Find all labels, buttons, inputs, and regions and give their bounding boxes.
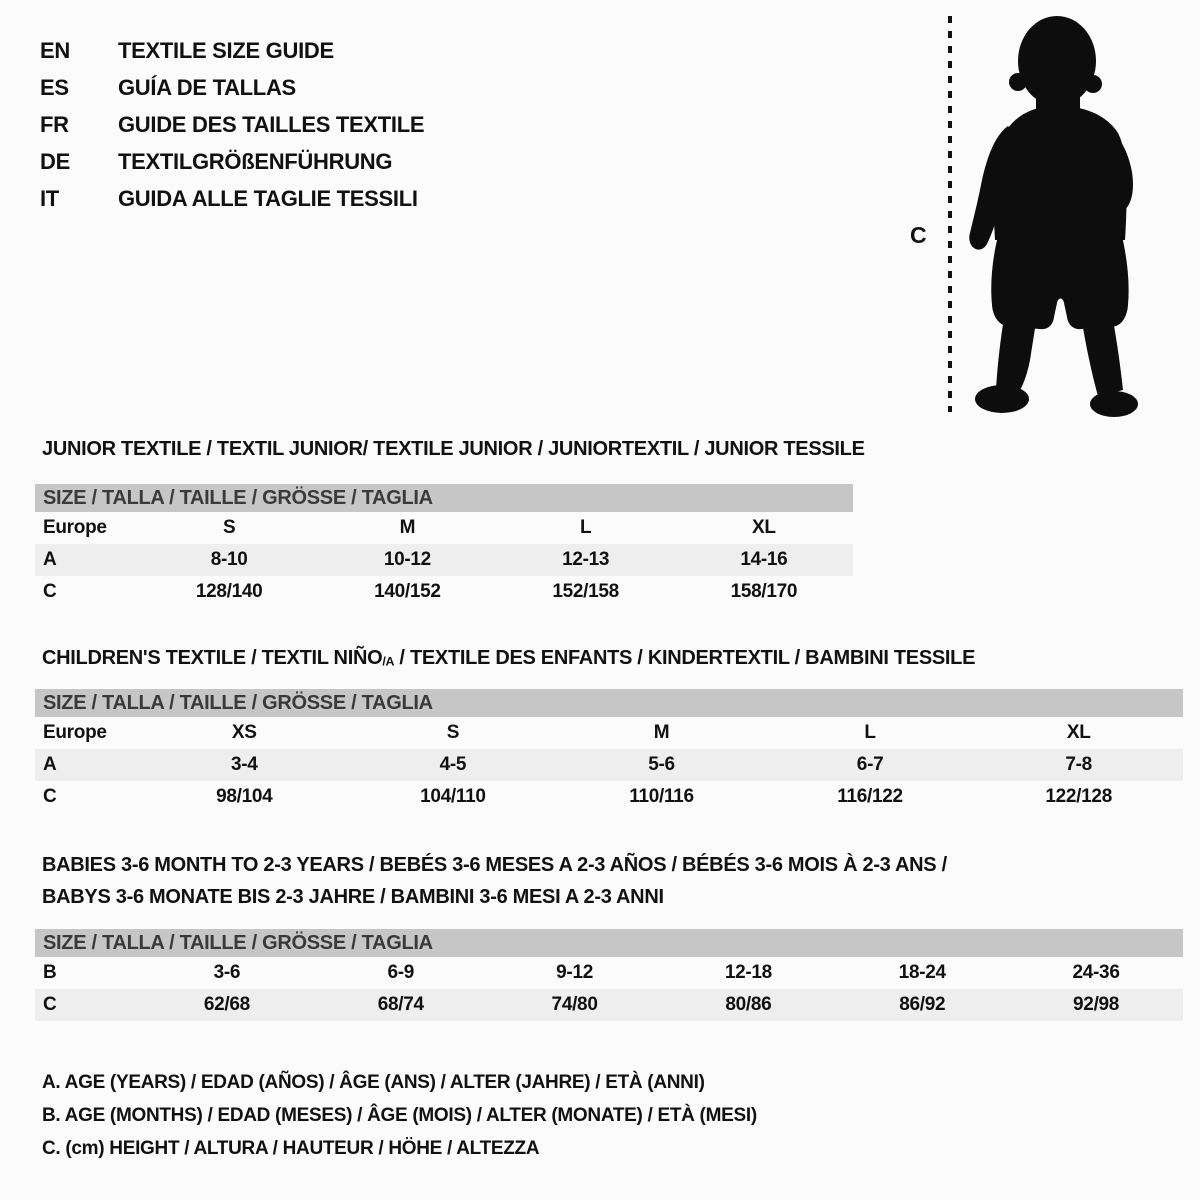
- language-code: FR: [40, 112, 69, 137]
- table-cell: 18-24: [898, 962, 946, 983]
- table-cell: 62/68: [203, 994, 250, 1015]
- table-cell: 12-18: [724, 962, 772, 983]
- table-cell: 122/128: [1045, 786, 1112, 807]
- table-cell: 158/170: [730, 581, 798, 602]
- table-row: [35, 512, 853, 544]
- size-figure: [880, 0, 1200, 440]
- table-cell: 10-12: [383, 549, 431, 570]
- measure-legend: [42, 1066, 757, 1165]
- table-cell: 3-6: [213, 962, 241, 983]
- language-row: [40, 106, 424, 143]
- language-code: DE: [40, 149, 70, 174]
- babies-section-heading: [42, 849, 947, 913]
- babies-size-table: [35, 957, 1183, 1021]
- table-row: [35, 576, 853, 608]
- table-cell: 128/140: [195, 581, 263, 602]
- table-cell: 152/158: [552, 581, 619, 602]
- language-row: [40, 32, 424, 69]
- table-row: [35, 781, 1183, 813]
- table-cell: 92/98: [1073, 994, 1120, 1015]
- guide-title: TEXTILGRÖßENFÜHRUNG: [118, 149, 393, 174]
- table-cell: 4-5: [439, 754, 467, 775]
- row-label: B: [43, 962, 57, 983]
- children-heading-post: / TEXTILE DES ENFANTS / KINDERTEXTIL / BAMBINI TESSILE: [394, 647, 976, 669]
- guide-title: GUIDA ALLE TAGLIE TESSILI: [118, 186, 418, 211]
- row-label: Europe: [43, 722, 107, 743]
- junior-section-heading: JUNIOR TEXTILE / TEXTIL JUNIOR/ TEXTILE JUNIOR / JUNIORTEXTIL / JUNIOR TESSILE: [42, 438, 865, 460]
- table-cell: 5-6: [648, 754, 675, 775]
- height-measure-label: C: [910, 222, 927, 248]
- junior-size-band: SIZE / TALLA / TAILLE / GRÖSSE / TAGLIA: [35, 484, 853, 512]
- children-heading-pre: CHILDREN'S TEXTILE / TEXTIL NIÑO: [42, 647, 383, 669]
- language-row: [40, 180, 424, 217]
- children-heading-sub: /A: [382, 654, 395, 669]
- table-cell: 14-16: [740, 549, 788, 570]
- babies-heading-line1: BABIES 3-6 MONTH TO 2-3 YEARS / BEBÉS 3-6 MESES A 2-3 AÑOS / BÉBÉS 3-6 MOIS À 2-3 ANS /: [42, 854, 947, 876]
- table-cell: 6-9: [387, 962, 415, 983]
- table-cell: 86/92: [899, 994, 946, 1015]
- table-cell: 110/116: [629, 786, 694, 807]
- babies-size-band: SIZE / TALLA / TAILLE / GRÖSSE / TAGLIA: [35, 929, 1183, 957]
- row-label: A: [43, 549, 57, 570]
- children-size-band: SIZE / TALLA / TAILLE / GRÖSSE / TAGLIA: [35, 689, 1183, 717]
- table-cell: M: [653, 722, 670, 743]
- table-cell: 3-4: [231, 754, 258, 775]
- table-cell: 7-8: [1065, 754, 1092, 775]
- table-cell: 8-10: [210, 549, 248, 570]
- table-cell: 9-12: [556, 962, 593, 983]
- table-cell: 140/152: [374, 581, 441, 602]
- table-row: [35, 749, 1183, 781]
- table-cell: XS: [231, 722, 257, 743]
- toddler-silhouette-figure: [880, 0, 1200, 440]
- table-cell: 116/122: [837, 786, 903, 807]
- table-cell: 80/86: [725, 994, 772, 1015]
- table-cell: 24-36: [1072, 962, 1120, 983]
- language-code: EN: [40, 38, 70, 63]
- row-label: C: [43, 994, 57, 1015]
- table-cell: M: [399, 517, 416, 538]
- table-cell: XL: [1066, 722, 1091, 743]
- table-cell: S: [222, 517, 236, 538]
- table-cell: 98/104: [216, 786, 273, 807]
- junior-size-table: [35, 512, 853, 608]
- legend-line-b: B. AGE (MONTHS) / EDAD (MESES) / ÂGE (MOIS) / ALTER (MONATE) / ETÀ (MESI): [42, 1105, 757, 1126]
- row-label: A: [43, 754, 57, 775]
- table-cell: L: [864, 722, 876, 743]
- legend-line-c: C. (cm) HEIGHT / ALTURA / HAUTEUR / HÖHE / ALTEZZA: [42, 1138, 540, 1159]
- language-title-list: [40, 32, 424, 217]
- language-row: [40, 143, 424, 180]
- guide-title: GUIDE DES TAILLES TEXTILE: [118, 112, 425, 137]
- table-cell: 74/80: [551, 994, 598, 1015]
- row-label: C: [43, 786, 57, 807]
- children-size-table: [35, 717, 1183, 813]
- row-label: C: [43, 581, 57, 602]
- table-cell: 12-13: [562, 549, 610, 570]
- table-row: [35, 957, 1183, 989]
- language-code: IT: [40, 186, 59, 211]
- guide-title: TEXTILE SIZE GUIDE: [118, 38, 334, 63]
- table-cell: L: [579, 517, 592, 538]
- table-cell: 68/74: [377, 994, 424, 1015]
- table-row: [35, 544, 853, 576]
- language-code: ES: [40, 75, 69, 100]
- table-cell: 104/110: [420, 786, 486, 807]
- table-row: [35, 989, 1183, 1021]
- babies-heading-line2: BABYS 3-6 MONATE BIS 2-3 JAHRE / BAMBINI 3-6 MESI A 2-3 ANNI: [42, 886, 664, 908]
- language-row: [40, 69, 424, 106]
- toddler-silhouette: [969, 16, 1138, 417]
- table-cell: XL: [752, 517, 776, 538]
- row-label: Europe: [43, 517, 107, 538]
- legend-line-a: A. AGE (YEARS) / EDAD (AÑOS) / ÂGE (ANS) / ALTER (JAHRE) / ETÀ (ANNI): [42, 1072, 705, 1093]
- table-row: [35, 717, 1183, 749]
- table-cell: 6-7: [856, 754, 884, 775]
- table-cell: S: [446, 722, 460, 743]
- children-section-heading: [42, 642, 975, 677]
- guide-title: GUÍA DE TALLAS: [118, 75, 296, 100]
